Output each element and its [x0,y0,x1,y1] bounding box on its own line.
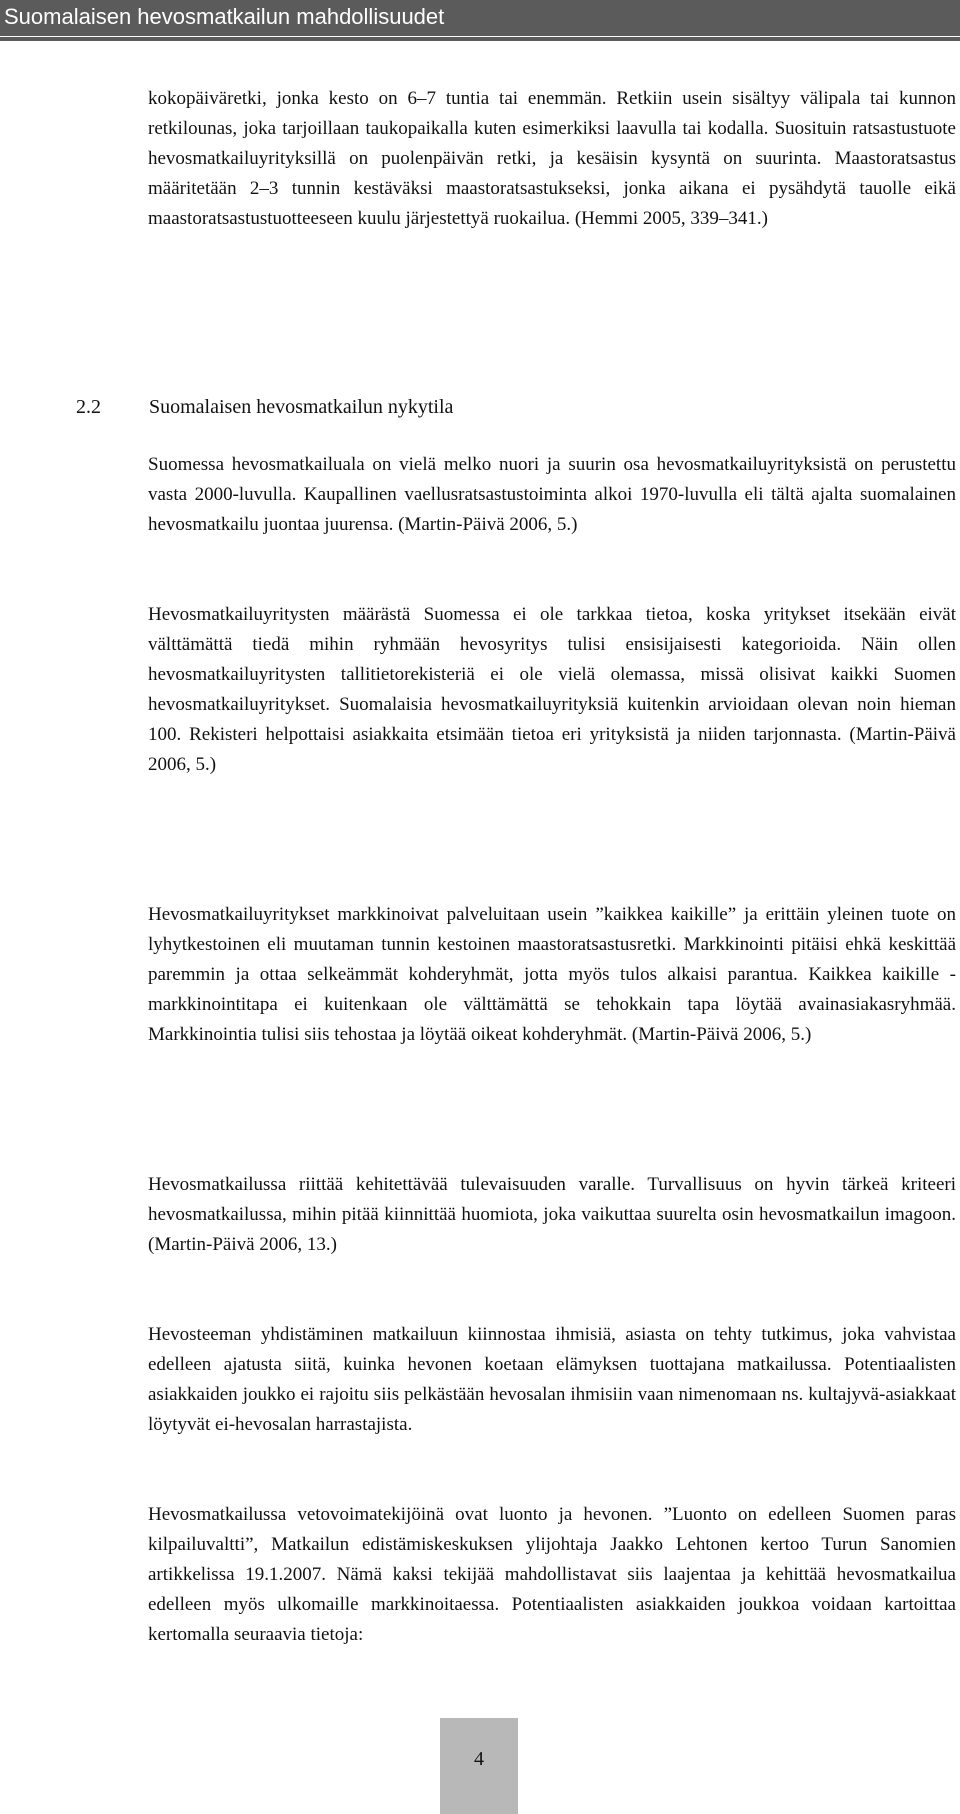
page-number: 4 [474,1748,484,1770]
paragraph-2-block [148,600,956,780]
running-header [0,0,960,36]
paragraph-5-block [148,1320,956,1440]
page-number-box [440,1718,518,1814]
paragraph-continued: kokopäiväretki, jonka kesto on 6–7 tuntia tai enemmän. Retkiin usein sisältyy välipala tai kunnon retkilounas, joka tarjoillaan taukopaikalla kuten esimerkiksi laavulla tai kodalla. Suosituin ratsastustuote hevosmatkailuyrityksillä on puolenpäivän retki, ja kesäisin kysyntä on suurinta. Maastoratsastus määritetään 2–3 tunnin kestäväksi maastoratsastukseksi, jonka aikana ei pysähdytä tauolle eikä maastoratsastustuotteeseen kuulu järjestettyä ruokailua. (Hemmi 2005, 339–341.) [148,88,956,229]
paragraph-4: Hevosmatkailussa riittää kehitettävää tulevaisuuden varalle. Turvallisuus on hyvin tärkeä kriteeri hevosmatkailussa, mihin pitää kiinnittää huomiota, joka vaikuttaa suurelta osin hevosmatkailun imagoon. (Martin-Päivä 2006, 13.) [148,1174,956,1255]
paragraph-3: Hevosmatkailuyritykset markkinoivat palveluitaan usein ”kaikkea kaikille” ja erittäin yleinen tuote on lyhytkestoinen eli muutaman tunnin kestoinen maastoratsastusretki. Markkinointi pitäisi ehkä keskittää paremmin ja ottaa selkeämmät kohderyhmät, jotta myös tulos alkaisi parantua. Kaikkea kaikille -markkinointitapa ei kuitenkaan ole välttämättä se tehokkain tapa löytää avainasiakasryhmää. Markkinointia tulisi siis tehostaa ja löytää oikeat kohderyhmät. (Martin-Päivä 2006, 5.) [148,904,956,1045]
header-rule [0,37,960,41]
paragraph-2: Hevosmatkailuyritysten määrästä Suomessa ei ole tarkkaa tietoa, koska yritykset itsekään eivät välttämättä tiedä mihin ryhmään hevosyritys tulisi ensisijaisesti kategorioida. Näin ollen hevosmatkailuyritysten tallitietorekisteriä ei ole vielä olemassa, missä olisivat kaikki Suomen hevosmatkailuyritykset. Suomalaisia hevosmatkailuyrityksiä kuitenkin arvioidaan olevan noin hieman 100. Rekisteri helpottaisi asiakkaita etsimään tietoa eri yrityksistä ja niiden tarjonnasta. (Martin-Päivä 2006, 5.) [148,604,956,775]
body-section-main [148,450,956,540]
paragraph-6-block [148,1500,956,1650]
document-title: Suomalaisen hevosmatkailun mahdollisuudet [4,4,445,29]
paragraph-5: Hevosteeman yhdistäminen matkailuun kiinnostaa ihmisiä, asiasta on tehty tutkimus, joka vahvistaa edelleen ajatusta siitä, kuinka hevonen koetaan elämyksen tuottajana matkailussa. Potentiaalisten asiakkaiden joukko ei rajoitu siis pelkästään hevosalan ihmisiin vaan nimenomaan ns. kultajyvä-asiakkaat löytyvät ei-hevosalan harrastajista. [148,1324,956,1435]
paragraph-4-block [148,1170,956,1260]
section-heading [76,392,876,422]
paragraph-6: Hevosmatkailussa vetovoimatekijöinä ovat luonto ja hevonen. ”Luonto on edelleen Suomen paras kilpailuvaltti”, Matkailun edistämiskeskuksen ylijohtaja Jaakko Lehtonen kertoo Turun Sanomien artikkelissa 19.1.2007. Nämä kaksi tekijää mahdollistavat siis laajentaa ja kehittää hevosmatkailua edelleen myös ulkomaille markkinoitaessa. Potentiaalisten asiakkaiden joukkoa voidaan kartoittaa kertomalla seuraavia tietoja: [148,1504,956,1645]
section-number: 2.2 [76,396,101,418]
section-title: Suomalaisen hevosmatkailun nykytila [149,396,454,418]
paragraph-1: Suomessa hevosmatkailuala on vielä melko nuori ja suurin osa hevosmatkailuyrityksistä on perustettu vasta 2000-luvulla. Kaupallinen vaellusratsastustoiminta alkoi 1970-luvulla eli tältä ajalta suomalainen hevosmatkailu juontaa juurensa. (Martin-Päivä 2006, 5.) [148,454,956,535]
paragraph-3-block [148,900,956,1050]
body-section-top [148,84,956,234]
